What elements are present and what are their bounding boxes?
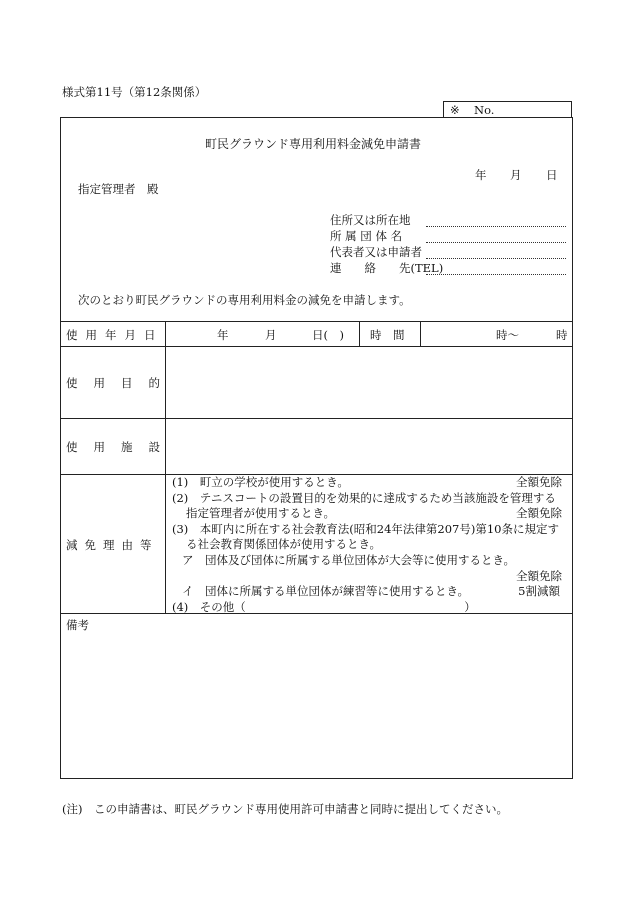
applicant-representative-line (426, 258, 566, 259)
reason-2-rate: 全額免除 (516, 506, 562, 521)
reason-3-a-rate: 全額免除 (516, 568, 562, 583)
grid-line (60, 321, 573, 322)
grid-line (60, 418, 573, 419)
reason-2-line-2: 指定管理者が使用するとき。 全額免除 (186, 506, 562, 521)
reason-3-line-2: る社会教育関係団体が使用するとき。 (186, 537, 382, 552)
asterisk-mark: ※ (450, 103, 460, 117)
use-date-label (66, 327, 164, 343)
reason-2-line-1: (2) テニスコートの設置目的を効果的に達成するため当該施設を管理する (172, 490, 556, 505)
reason-3-i: イ 団体に所属する単位団体が練習等に使用するとき。 5割減額 (182, 584, 560, 599)
reason-3-a-rate-row (172, 569, 568, 585)
reason-3-line-1: (3) 本町内に所在する社会教育法(昭和24年法律第207号)第10条に規定す (172, 521, 559, 536)
statement: 次のとおり町民グラウンドの専用利用料金の減免を申請します。 (78, 293, 411, 307)
applicant-representative-label: 代表者又は申請者 (330, 245, 422, 259)
date-day: 日 (546, 168, 558, 182)
date-month: 月 (510, 168, 522, 182)
time-label: 時 間 (370, 328, 405, 342)
grid-line (359, 321, 360, 346)
reason-1: (1) 町立の学校が使用するとき。 全額免除 (172, 475, 562, 489)
grid-line (165, 321, 166, 613)
use-date-month: 月 (265, 328, 277, 342)
use-date-label-text: 使用年月日 (66, 328, 164, 342)
footnote: (注) この申請書は、町民グラウンド専用使用許可申請書と同時に提出してください。 (62, 802, 508, 816)
no-box (443, 101, 572, 117)
reason-label: 減免理由等 (66, 538, 159, 552)
time-to: 時 (556, 328, 568, 342)
facility-label: 使用施設 (66, 440, 176, 454)
reason-list (172, 475, 568, 615)
time-from: 時～ (496, 328, 519, 342)
addressee: 指定管理者 殿 (78, 182, 159, 196)
applicant-address-line (426, 226, 566, 227)
applicant-group-label: 所 属 団 体 名 (330, 229, 403, 243)
grid-line (60, 346, 573, 347)
reason-3-a: ア 団体及び団体に所属する単位団体が大会等に使用するとき。 (182, 552, 516, 567)
reason-1-rate: 全額免除 (516, 475, 562, 489)
applicant-contact-label: 連 絡 先(TEL) (330, 261, 444, 275)
purpose-label: 使用目的 (66, 376, 176, 390)
grid-line (420, 321, 421, 346)
date-year: 年 (475, 168, 487, 182)
form-number: 様式第11号（第12条関係） (62, 85, 207, 99)
use-date-year: 年 (217, 328, 229, 342)
applicant-address-label: 住所又は所在地 (330, 213, 411, 227)
reason-4: (4) その他（ ） (172, 599, 476, 614)
form-title: 町民グラウンド専用利用料金減免申請書 (205, 137, 422, 151)
no-label: No. (474, 103, 495, 117)
reason-3-i-rate: 5割減額 (518, 584, 560, 599)
use-date-day: 日( ) (312, 328, 344, 342)
applicant-contact-line (426, 274, 566, 275)
remarks-label: 備考 (66, 618, 89, 632)
applicant-group-line (426, 242, 566, 243)
